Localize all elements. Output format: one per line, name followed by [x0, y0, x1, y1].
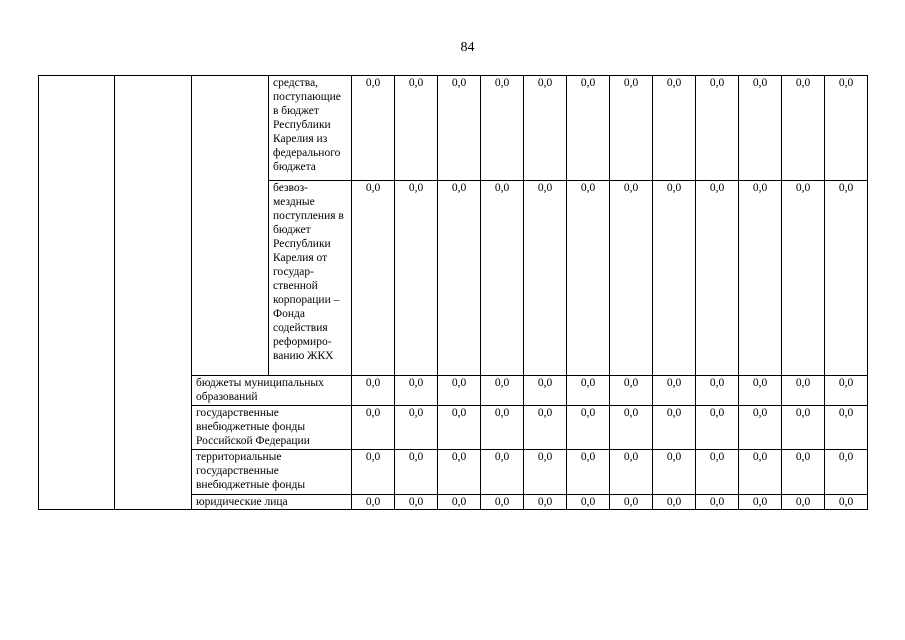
funding-source-label: государственные внебюджетные фонды Российской Федерации: [192, 406, 352, 450]
value-cell: 0,0: [610, 181, 653, 376]
value-cell: 0,0: [438, 406, 481, 450]
value-cell: 0,0: [524, 76, 567, 181]
blank-cell: [192, 76, 269, 376]
table-row: [39, 76, 868, 181]
value-cell: 0,0: [696, 376, 739, 406]
value-cell: 0,0: [782, 181, 825, 376]
value-cell: 0,0: [653, 450, 696, 495]
value-cell: 0,0: [739, 376, 782, 406]
page-number: 84: [460, 40, 475, 55]
value-cell: 0,0: [524, 495, 567, 510]
value-cell: 0,0: [481, 76, 524, 181]
value-cell: 0,0: [524, 376, 567, 406]
value-cell: 0,0: [481, 376, 524, 406]
value-cell: 0,0: [610, 495, 653, 510]
funding-source-label: бюджеты муниципальных образований: [192, 376, 352, 406]
value-cell: 0,0: [481, 181, 524, 376]
blank-cell: [39, 76, 115, 510]
value-cell: 0,0: [696, 495, 739, 510]
value-cell: 0,0: [825, 376, 868, 406]
funding-source-label: безвоз-мездные поступления в бюджет Республики Карелия от государ-ственной корпорации – Фонда содействия реформиро-ванию ЖКХ: [269, 181, 352, 376]
value-cell: 0,0: [696, 76, 739, 181]
funding-sources-table: [38, 75, 868, 510]
blank-cell: [115, 76, 192, 510]
value-cell: 0,0: [825, 406, 868, 450]
value-cell: 0,0: [567, 406, 610, 450]
value-cell: 0,0: [524, 450, 567, 495]
value-cell: 0,0: [782, 376, 825, 406]
value-cell: 0,0: [352, 406, 395, 450]
value-cell: 0,0: [825, 495, 868, 510]
value-cell: 0,0: [481, 406, 524, 450]
value-cell: 0,0: [438, 76, 481, 181]
value-cell: 0,0: [395, 495, 438, 510]
value-cell: 0,0: [825, 181, 868, 376]
value-cell: 0,0: [395, 406, 438, 450]
value-cell: 0,0: [352, 181, 395, 376]
value-cell: 0,0: [825, 76, 868, 181]
value-cell: 0,0: [696, 181, 739, 376]
value-cell: 0,0: [567, 181, 610, 376]
value-cell: 0,0: [739, 450, 782, 495]
funding-source-label: юридические лица: [192, 495, 352, 510]
value-cell: 0,0: [481, 495, 524, 510]
value-cell: 0,0: [653, 181, 696, 376]
value-cell: 0,0: [524, 406, 567, 450]
value-cell: 0,0: [653, 76, 696, 181]
value-cell: 0,0: [610, 76, 653, 181]
value-cell: 0,0: [352, 450, 395, 495]
value-cell: 0,0: [739, 181, 782, 376]
value-cell: 0,0: [653, 376, 696, 406]
value-cell: 0,0: [782, 450, 825, 495]
value-cell: 0,0: [739, 406, 782, 450]
value-cell: 0,0: [438, 450, 481, 495]
value-cell: 0,0: [352, 495, 395, 510]
value-cell: 0,0: [567, 376, 610, 406]
value-cell: 0,0: [567, 495, 610, 510]
value-cell: 0,0: [438, 376, 481, 406]
value-cell: 0,0: [352, 76, 395, 181]
value-cell: 0,0: [438, 181, 481, 376]
value-cell: 0,0: [782, 76, 825, 181]
value-cell: 0,0: [825, 450, 868, 495]
funding-source-label: средства, поступающие в бюджет Республики Карелия из федерального бюджета: [269, 76, 352, 181]
value-cell: 0,0: [653, 406, 696, 450]
value-cell: 0,0: [524, 181, 567, 376]
value-cell: 0,0: [739, 495, 782, 510]
value-cell: 0,0: [610, 406, 653, 450]
value-cell: 0,0: [696, 406, 739, 450]
value-cell: 0,0: [653, 495, 696, 510]
value-cell: 0,0: [395, 76, 438, 181]
value-cell: 0,0: [610, 450, 653, 495]
funding-source-label: территориальные государственные внебюджетные фонды: [192, 450, 352, 495]
value-cell: 0,0: [610, 376, 653, 406]
value-cell: 0,0: [395, 181, 438, 376]
value-cell: 0,0: [438, 495, 481, 510]
value-cell: 0,0: [567, 76, 610, 181]
value-cell: 0,0: [696, 450, 739, 495]
value-cell: 0,0: [782, 406, 825, 450]
value-cell: 0,0: [395, 450, 438, 495]
value-cell: 0,0: [352, 376, 395, 406]
value-cell: 0,0: [395, 376, 438, 406]
value-cell: 0,0: [739, 76, 782, 181]
value-cell: 0,0: [567, 450, 610, 495]
value-cell: 0,0: [782, 495, 825, 510]
value-cell: 0,0: [481, 450, 524, 495]
